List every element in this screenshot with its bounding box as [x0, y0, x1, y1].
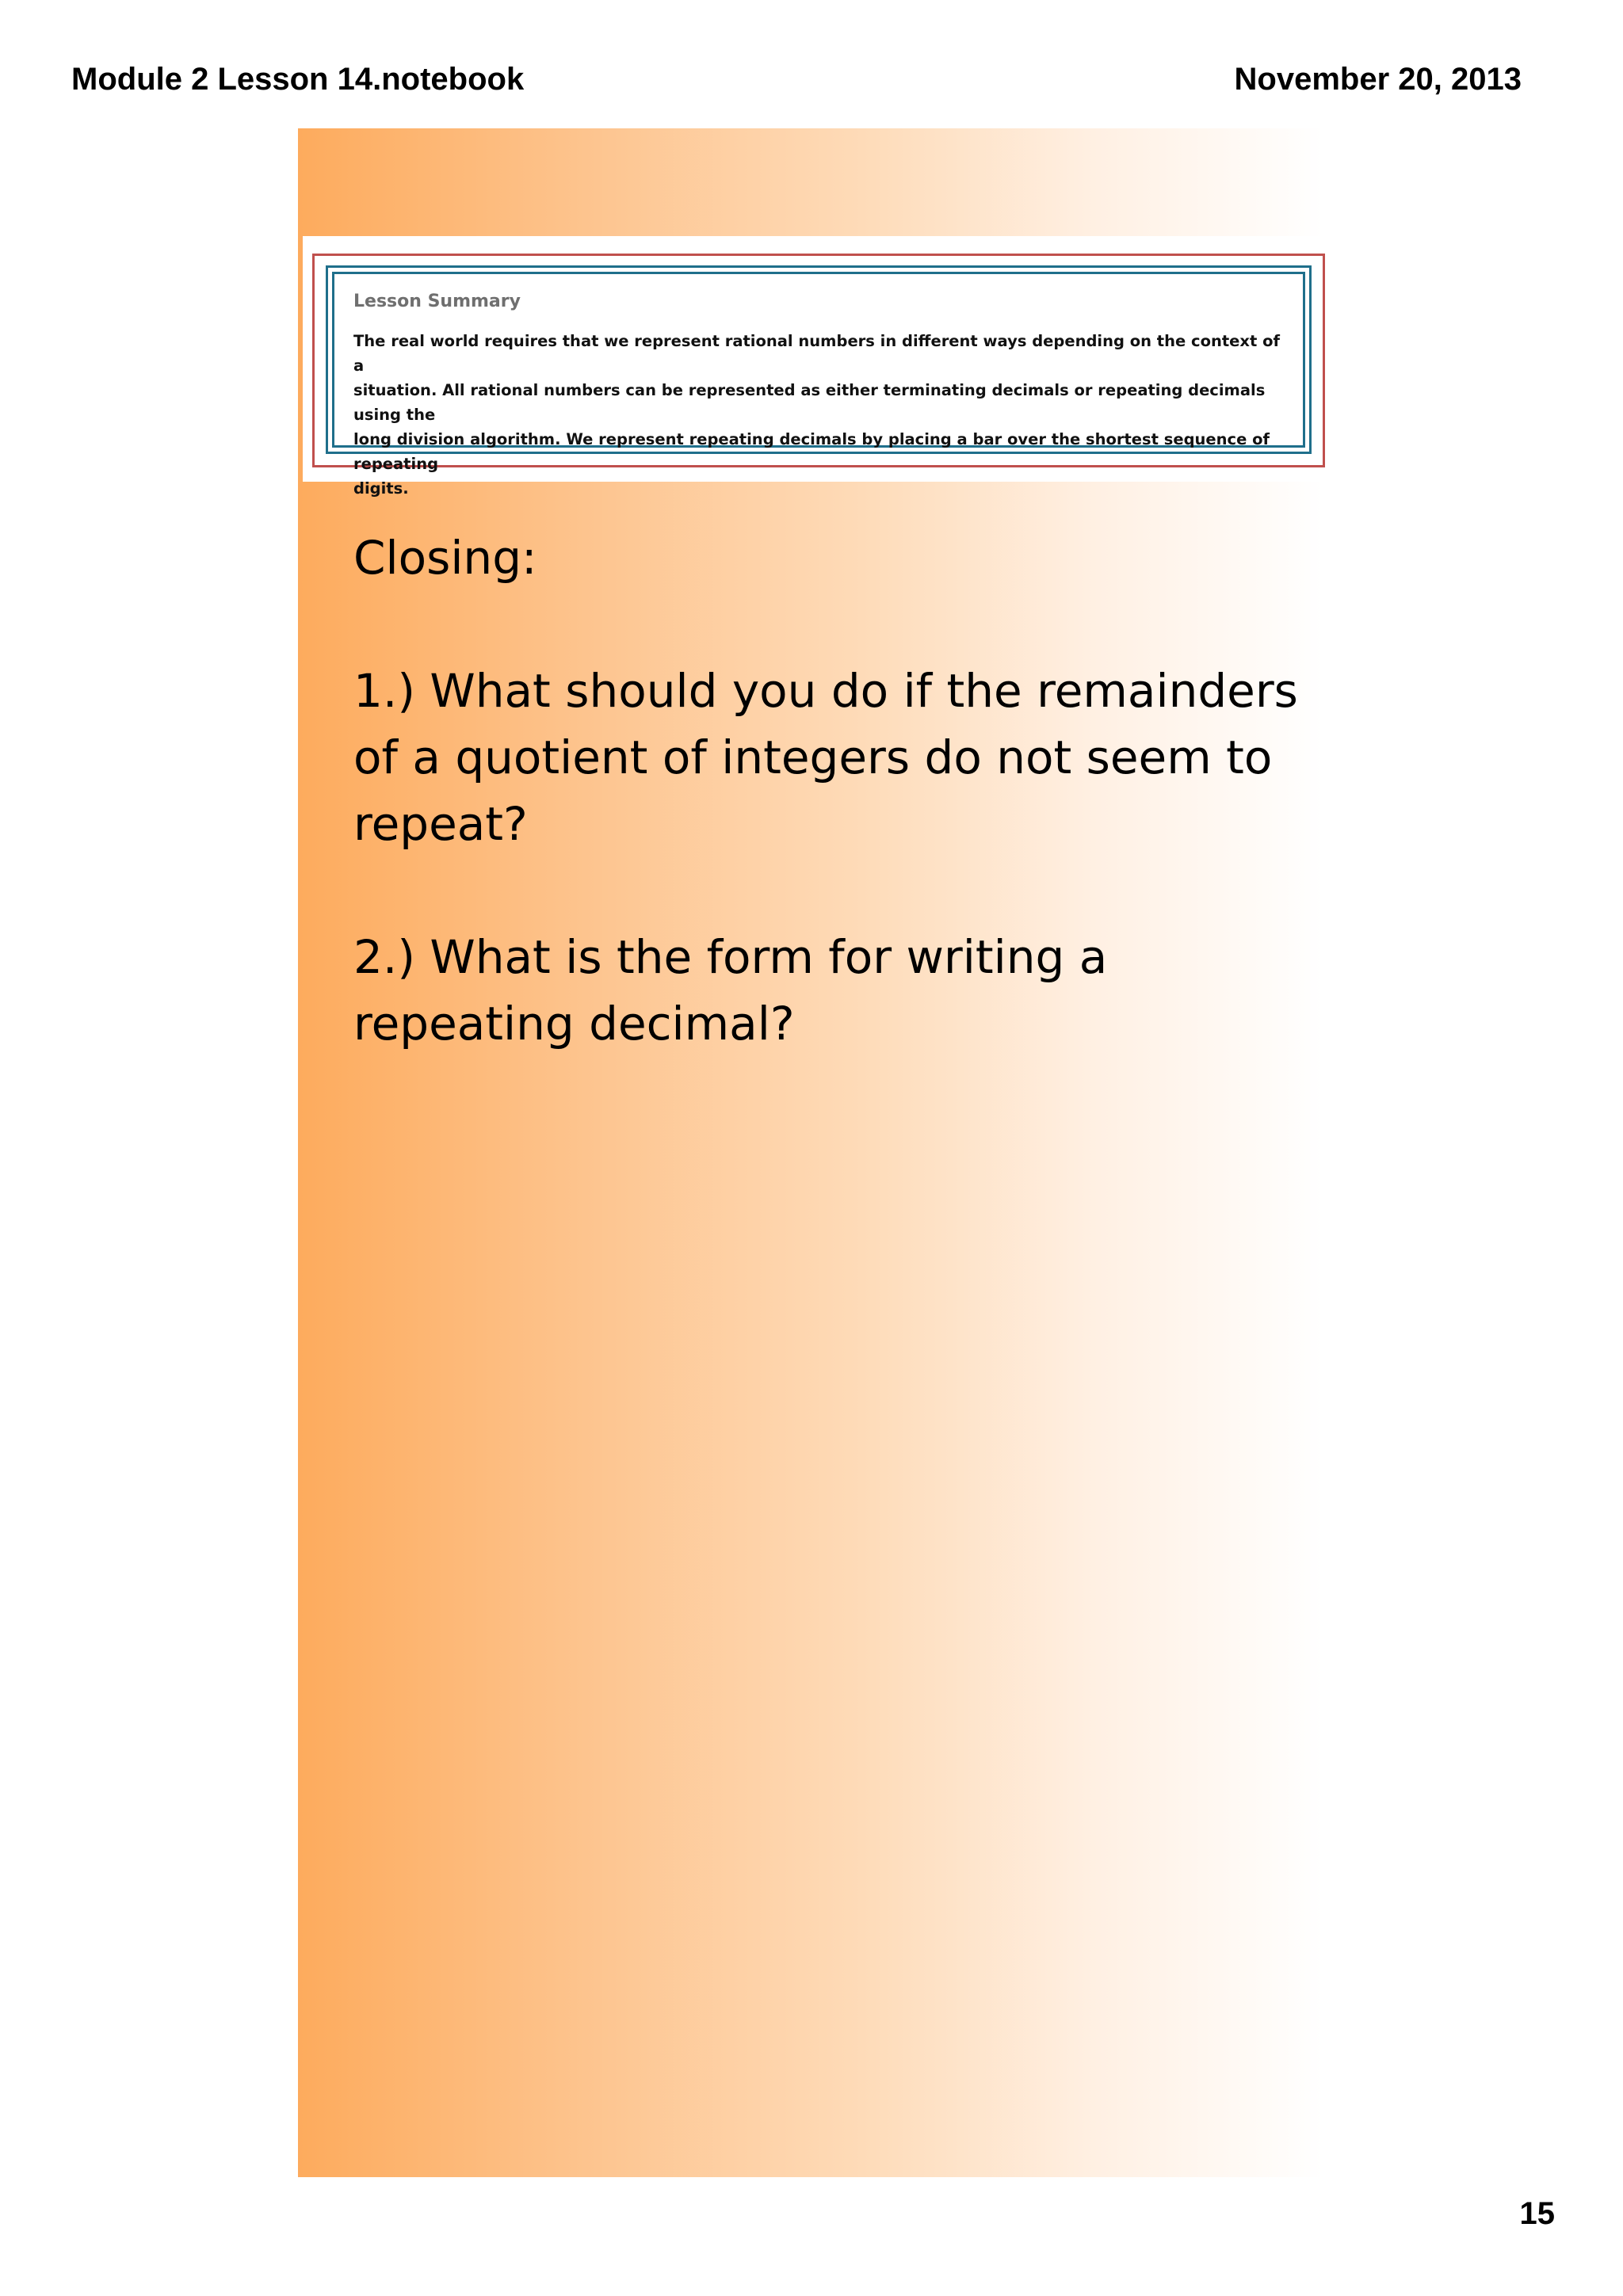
- lesson-summary-box: [332, 272, 1305, 498]
- lesson-summary-outer-frame: [312, 254, 1325, 498]
- question-line: repeating decimal?: [353, 997, 795, 1051]
- lesson-summary-line: The real world requires that we represent rational numbers in different ways depending on the context of a: [353, 332, 1280, 375]
- question-line: 2.) What is the form for writing a: [353, 930, 1108, 984]
- notebook-title: Module 2 Lesson 14.notebook: [71, 62, 525, 97]
- page-date: November 20, 2013: [1234, 62, 1522, 97]
- lesson-summary-text: [353, 329, 1282, 501]
- closing-section: [353, 524, 1304, 1057]
- lesson-summary-image: [303, 236, 1325, 498]
- question-line: repeat?: [353, 797, 528, 851]
- question-line: 1.) What should you do if the remainders: [353, 664, 1298, 718]
- page-number: 15: [1519, 2196, 1555, 2231]
- lesson-summary-title: Lesson Summary: [353, 292, 521, 311]
- lesson-summary-line: situation. All rational numbers can be represented as either terminating decimals or repeating decimals using the: [353, 381, 1266, 424]
- closing-question-2: [353, 924, 1304, 1057]
- question-line: of a quotient of integers do not seem to: [353, 730, 1273, 784]
- slide-panel: [298, 128, 1323, 2177]
- lesson-summary-line: long division algorithm. We represent repeating decimals by placing a bar over the shortest sequence of repeating: [353, 430, 1270, 473]
- closing-heading: Closing:: [353, 531, 537, 585]
- lesson-summary-line: digits.: [353, 479, 409, 498]
- closing-question-1: [353, 658, 1304, 857]
- lesson-summary-inner-frame: [326, 265, 1312, 498]
